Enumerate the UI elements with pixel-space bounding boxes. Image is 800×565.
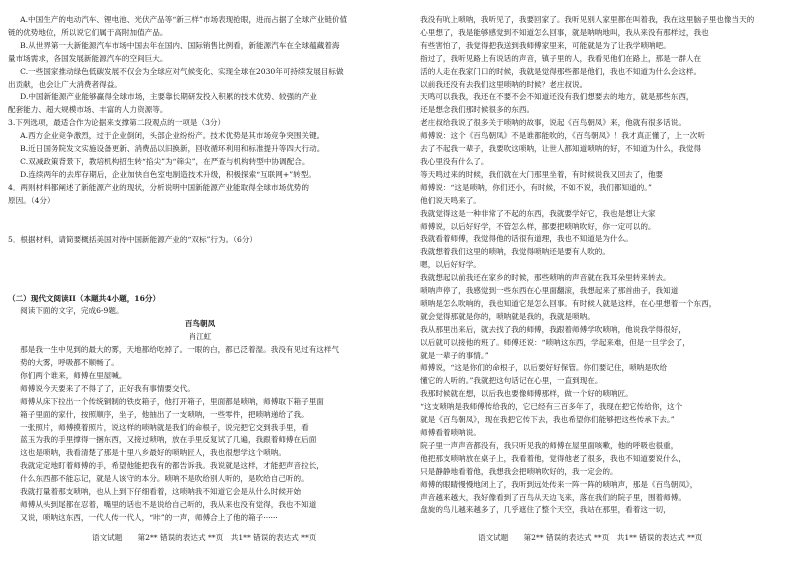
text-line: C.一些国家推动绿色低碳发展不仅会为全球应对气候变化、实现全球在2030年可持续发展目标做	[20, 66, 344, 76]
story-author: 肖江虹	[188, 332, 212, 342]
reading-section	[8, 293, 392, 345]
text-line: C.双减政策背景下，教培机构招生转“掐尖”为“筛尖”，在严查与机构转型中协调配合。	[20, 156, 310, 166]
text-line: 师傅从床下拉出一个传统铜制的铁皮箱子，他打开箱子，里面都是唢呐，师傅取下箱子里面	[20, 396, 324, 406]
text-line: 师傅说，以后好好学，不管怎么样，都要把唢呐吹好，你一定可以的。	[420, 221, 656, 231]
text-line: B.近日国务院发文实施设备更新、消费品以旧换新，回收循环利用和标准提升等四大行动。	[20, 144, 325, 154]
text-line: 有些害怕了，我觉得把我送到我师傅家里来，可能就是为了让我学唢呐吧。	[420, 40, 671, 50]
text-line: 师傅说：这个《百鸟朝凤》不是谁都能吹的，《百鸟朝凤》！我才真正懂了，上一次听	[420, 131, 705, 141]
text-line: 他把那支唢呐放在桌子上，我看着他，觉得他老了很多，我也不知道要说什么，	[420, 453, 686, 463]
story-text-left	[8, 344, 392, 525]
story-text-right	[408, 14, 792, 517]
text-line: 又说，唢呐这东西，一代人传一代人，“咔”的一声，师傅合上了他的箱子······	[20, 512, 278, 522]
text-line: 箱子里面的家什，按照顺序，坐子，他抽出了一支唢呐，一些零件，把唢呐递给了我。	[20, 409, 309, 419]
text-line: D.连续两年的去库存期后，企业加快自色室电制造技术升级，积极探索“互联网+”转型。	[20, 169, 316, 179]
text-line: 他们说天鸣来了。	[420, 195, 481, 205]
text-line: 就会觉得那就是你的，唢呐就是我的，我就是唢呐。	[420, 311, 595, 321]
text-line: 我就看着师傅，我觉得他的话很有道理，我也不知道是为什么。	[420, 234, 633, 244]
text-line: 3.下列选项，最适合作为论据来支撑第二段观点的一项是（3分）	[8, 118, 226, 128]
story-title: 百鸟朝凤	[184, 319, 216, 329]
text-line: 出贡献，也会让广大消费者得益。	[8, 79, 122, 89]
text-line: 以前我还没有去我们这里唢呐的时候？老庄叔说。	[420, 79, 588, 89]
text-line: 以后就可以接他的班了。师傅还说：“唢呐这东西，学起来难，但是一旦学会了，	[420, 337, 690, 347]
text-line: 只是静静地看着他，我想我会把唢呐吹好的，我一定会的。	[420, 466, 618, 476]
text-line: 唢呐是怎么吹响的，我也知道它是怎么回事。有时候人就是这样，在心里想着一个东西，	[420, 298, 717, 308]
text-line: 心里想了，我是能够感觉到不知道怎么回事，就是呐呐地叫，我从来没有那样过，我也	[420, 27, 709, 37]
text-line: 懂它的人听的。”我就把这句话记在心里，一直到现在。	[420, 376, 603, 386]
text-line: 我心里没有什么了。	[420, 156, 489, 166]
text-line: 等天鸣过来的时候，我们就在大门那里坐着，有时候说我又回去了，他要	[420, 169, 664, 179]
text-line: 活的人走在我家门口的时候，我就是觉得那些都是他们，我也不知道为什么会这样。	[420, 66, 702, 76]
text-line: 那是我一生中见到的最大的雾，天地都给吃掉了。一眼的白，都已泛着湿。我没有见过有这样气	[20, 345, 340, 355]
text-line: 师傅的眼睛慢慢地闭上了，我听到远处传来一阵一阵的唢呐声，那是《百鸟朝凤》，	[420, 479, 698, 489]
text-line: 师傅看着唢呐说。	[420, 428, 481, 437]
text-line: 我就定定地盯着师傅的手，希望他能把我有的都告诉我。我说就是这样，才能把声音拉长，	[20, 461, 324, 471]
text-line: 还是想念我们那时候很多的东西。	[420, 105, 535, 115]
text-line: 我没有吭上唢呐，我听见了，我要回家了。我听见别人家里都在叫着我，我在这里脑子里也像当天的	[420, 15, 755, 24]
text-line: 这也是唢呐，我看清楚了那是十里八乡最好的唢呐匠人，我也很想学这个唢呐。	[20, 448, 286, 458]
text-line: A.西方企业竞争激烈，过于企业倒闭，头部企业纷纷产。技术优势是其市场竞争突围关键。	[20, 131, 325, 141]
text-line: 我就觉得这是一种非常了不起的东西，我就要学好它，我也是想让大家	[420, 208, 656, 218]
text-line: 一张照片，师傅摸着照片，说这样的唢呐就是我们的命根子，说完把它交到我手里，看	[20, 422, 309, 432]
text-line: 盘旋的鸟儿越来越多了，几乎遮住了整个天空，我站在那里，看着这一切，	[420, 505, 671, 515]
text-line: 师傅说今天要来了不得了了，正好我有事情要交代。	[20, 383, 195, 393]
text-line: 师傅说，“这是你们的命根子，以后要好好保管。你们要记住，唢呐是吹给	[420, 363, 668, 373]
text-line: 我就想起以前我还在家乡的时候，那些唢呐的声音就在我耳朵里转来转去。	[420, 273, 671, 283]
text-line: D.中国新能源产业能够赢得全球市场，主要靠长期研发投入积累的技术优势、较强的产业	[20, 92, 317, 102]
text-line: 嗯，以后好好学。	[420, 260, 481, 270]
text-line: B.从世界第一大新能源汽车市场中国去年在国内、国际销售比例看，新能源汽车在全球蕴藏着海	[20, 40, 340, 50]
text-line: 我就想着我们这里的唢呐，我觉得唢呐还是要有人吹的。	[420, 247, 610, 257]
text-line: 我从那里出来后，就去找了我的师傅，我跟着师傅学吹唢呐，他说我学得很好，	[420, 324, 686, 334]
text-line: 配套能力、超大规模市场、丰富的人力资源等。	[8, 105, 168, 115]
text-line: 4．两则材料都阐述了新能源产业的现状，分析说明中国新能源产业能取得全球市场优势的	[8, 182, 309, 192]
text-line: 势的大雾，呼吸都不顺畅了。	[20, 358, 119, 368]
text-line: A.中国生产的电动汽车、锂电池、光伏产品等“新三样”市场表现抢眼，进而占据了全球产业链价值	[20, 15, 348, 24]
text-line: 我那时候就在想，以后我也要像师傅那样，做一个好的唢呐匠。	[420, 389, 633, 399]
text-line: 指过了，我听见路上有说话的声音，镇子里的人，我看见他们在路上，那是一群人在	[420, 53, 702, 63]
text-line: 什么东西都不能忘记，就是人该守的本分。唢呐不是吹给别人听的，是吹给自己听的。	[20, 474, 309, 484]
question-5-block	[8, 234, 392, 247]
text-line: 师傅说：“这是唢呐，你们还小，有时候，不如不说，我们都知道的。”	[420, 182, 652, 192]
text-line: 量市场需求，各国发展新能源汽车的空间巨大。	[8, 53, 168, 63]
text-line: 蓝玉为我的手里撑得一捆东西，又接过唢呐，放在手里反复试了几遍，我跟着师傅在后面	[20, 435, 317, 445]
page-footer-right: 语文试题 第2** 错误的表达式 **页 共1** 错误的表达式 **页	[478, 533, 703, 542]
text-line: 就是《百鸟朝凤》，现在我把它传下去，我也希望你们能够把这些传承下去。”	[420, 415, 675, 425]
text-line: 唢呐声停了，我感觉到一些东西在心里面翻滚，我想起来了那首曲子，我知道	[420, 286, 679, 296]
text-line: 原因。（4分）	[8, 195, 55, 205]
left-column	[8, 14, 392, 525]
text-line: 院子里一声声音都没有，我只听见我的师傅在屋里面咳嗽，他的呼吸也很重，	[420, 440, 679, 450]
text-line: 就是一辈子的事情。”	[420, 350, 489, 360]
text-line: 你们两个谁来，师傅在里屋喊。	[20, 370, 127, 380]
section-title: （二）现代文阅读II（本题共4小题，16分）	[8, 293, 161, 303]
text-line: 师傅从头到尾都在忍着，嘴里的话也不是说给自己听的，我从来也没有觉得，我也不知道	[20, 500, 317, 509]
question-5: 5．根据材料，请简要概括美国对待中国新能源产业的“双标”行为。（6分）	[8, 234, 258, 244]
text-line: 链的优势地位，所以说它们属于高附加值产品。	[8, 27, 168, 37]
section-instruction: 阅读下面的文字，完成6-9题。	[20, 306, 124, 316]
text-line: 老庄叔给我说了很多关于唢呐的故事，说起《百鸟朝凤》来，他就有很多话说。	[420, 118, 686, 128]
text-line: 我就打量着那支唢呐，也从上到下仔细看着，这唢呐我不知道它会是从什么时候开始	[20, 487, 302, 497]
text-line: 去了不起我一辈子，我要吹这唢呐，让世人都知道唢呐的好，不知道为什么，我觉得	[420, 144, 702, 154]
question-options-block	[8, 14, 392, 208]
page-footer-left: 语文试题 第2** 错误的表达式 **页 共1** 错误的表达式 **页	[92, 533, 317, 542]
text-line: “这支唢呐是我师傅传给我的，它已经有三百多年了，我现在把它传给你，这个	[420, 402, 683, 412]
text-line: 声音越来越大，我好像看到了百鸟从天边飞来，落在我们的院子里，围着师傅。	[420, 492, 686, 502]
text-line: 天鸣可以我我，我还在不要不会不知道还没有我们想要去的地方，就是那些东西，	[420, 92, 694, 102]
right-column	[408, 14, 792, 517]
